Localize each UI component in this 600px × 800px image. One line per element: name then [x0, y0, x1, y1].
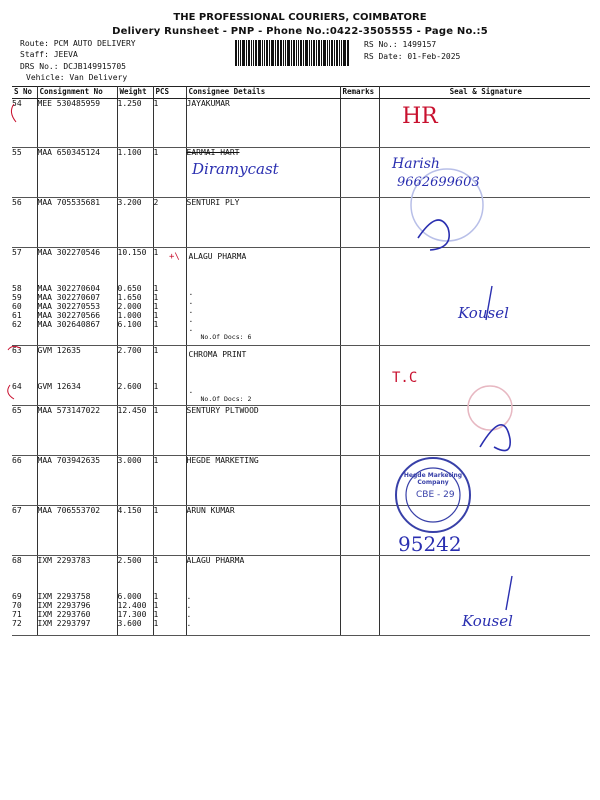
pcs: 1 — [153, 456, 186, 506]
col-consignee: Consignee Details — [186, 87, 340, 99]
stamp-code: CBE - 29 — [416, 490, 455, 500]
consignee: CHROMA PRINT . — [188, 350, 247, 395]
weight: 10.150 0.650 1.650 2.000 1.000 6.100 — [117, 248, 153, 346]
handwritten-mark-57: +\ — [169, 252, 180, 262]
pcs: 1 — [153, 406, 186, 456]
weight: 2.700 2.600 — [117, 346, 153, 406]
drs-label: DRS No.: DCJB149915705 — [20, 62, 126, 71]
pcs: 1 — [153, 506, 186, 556]
col-consignment: Consignment No — [37, 87, 117, 99]
pcs: 1 1 1 1 1 — [153, 556, 186, 636]
consignment-no: MAA 573147022 — [37, 406, 117, 456]
consignee: EARMAI HART — [186, 148, 340, 198]
staff-label: Staff: JEEVA — [20, 50, 78, 59]
runsheet-subtitle: Delivery Runsheet - PNP - Phone No.:0422-3505555 - Page No.:5 — [112, 26, 488, 37]
sno: 63 64 — [12, 346, 37, 406]
sno: 54 — [12, 99, 37, 148]
sno: 57 58 59 60 61 62 — [12, 248, 37, 346]
weight: 1.250 — [117, 99, 153, 148]
consignee: ALAGU PHARMA . . . . — [186, 556, 340, 636]
consignee: SENTURI PLY — [186, 198, 340, 248]
col-remarks: Remarks — [340, 87, 379, 99]
consignee: JAYAKUMAR — [186, 99, 340, 148]
consignee: HEGDE MARKETING — [186, 456, 340, 506]
red-mark — [8, 385, 14, 399]
consignment-no: MAA 302270546 MAA 302270604 MAA 302270607 MAA 302270553 MAA 302270566 MAA 302640867 — [37, 248, 117, 346]
vehicle-label: Vehicle: Van Delivery — [26, 73, 128, 82]
consignment-no: GVM 12635 GVM 12634 — [37, 346, 117, 406]
sno: 55 — [12, 148, 37, 198]
sno: 66 — [12, 456, 37, 506]
faded-stamp — [468, 386, 512, 430]
weight: 12.450 — [117, 406, 153, 456]
consignment-no: MEE 530485959 — [37, 99, 117, 148]
weight: 4.150 — [117, 506, 153, 556]
col-signature: Seal & Signature — [379, 87, 590, 99]
docs-count: No.Of Docs: 6 — [200, 333, 252, 341]
pcs: 1 1 1 1 1 1 — [153, 248, 186, 346]
handwritten-sign-57: Kousel — [458, 304, 509, 322]
handwritten-sign-55: Harish — [392, 156, 440, 172]
consignment-no: MAA 703942635 — [37, 456, 117, 506]
weight: 3.200 — [117, 198, 153, 248]
weight: 3.000 — [117, 456, 153, 506]
pcs: 1 — [153, 148, 186, 198]
rs-number: RS No.: 1499157 — [364, 40, 437, 49]
consignment-no: IXM 2293783 IXM 2293758 IXM 2293796 IXM 2293760 IXM 2293797 — [37, 556, 117, 636]
pcs: 1 — [153, 99, 186, 148]
sno: 65 — [12, 406, 37, 456]
signature-scribble — [418, 220, 449, 250]
handwritten-consignee-55: Diramycast — [192, 160, 279, 178]
stamp-company-name: Hegde Marketing Company — [403, 472, 463, 486]
weight: 1.100 — [117, 148, 153, 198]
docs-count: No.Of Docs: 2 — [200, 395, 252, 403]
consignment-no: MAA 705535681 — [37, 198, 117, 248]
consignee: ARUN KUMAR — [186, 506, 340, 556]
pcs: 1 1 — [153, 346, 186, 406]
route-label: Route: PCM AUTO DELIVERY — [20, 39, 136, 48]
consignment-no: MAA 706553702 — [37, 506, 117, 556]
signature-stroke — [506, 576, 512, 610]
handwritten-sign-69: Kousel — [462, 612, 513, 630]
red-mark — [8, 346, 20, 350]
company-name: THE PROFESSIONAL COURIERS, COIMBATORE — [173, 12, 427, 23]
consignee: ALAGU PHARMA . . . . . — [188, 252, 247, 333]
consignee: SENTURY PLTWOOD — [186, 406, 340, 456]
col-sno: S No — [12, 87, 37, 99]
handwritten-phone-67: 95242 — [398, 532, 462, 556]
col-pcs: PCS — [153, 87, 186, 99]
sno: 68 69 70 71 72 — [12, 556, 37, 636]
weight: 2.500 6.000 12.400 17.300 3.600 — [117, 556, 153, 636]
handwritten-sign-54: HR — [402, 104, 438, 129]
pcs: 2 — [153, 198, 186, 248]
consignment-no: MAA 650345124 — [37, 148, 117, 198]
handwritten-phone-55: 9662699603 — [397, 175, 480, 190]
handwritten-sign-64: T.C — [392, 370, 418, 386]
col-weight: Weight — [117, 87, 153, 99]
sno: 56 — [12, 198, 37, 248]
sno: 67 — [12, 506, 37, 556]
rs-date: RS Date: 01-Feb-2025 — [364, 52, 461, 61]
red-mark — [11, 104, 16, 122]
